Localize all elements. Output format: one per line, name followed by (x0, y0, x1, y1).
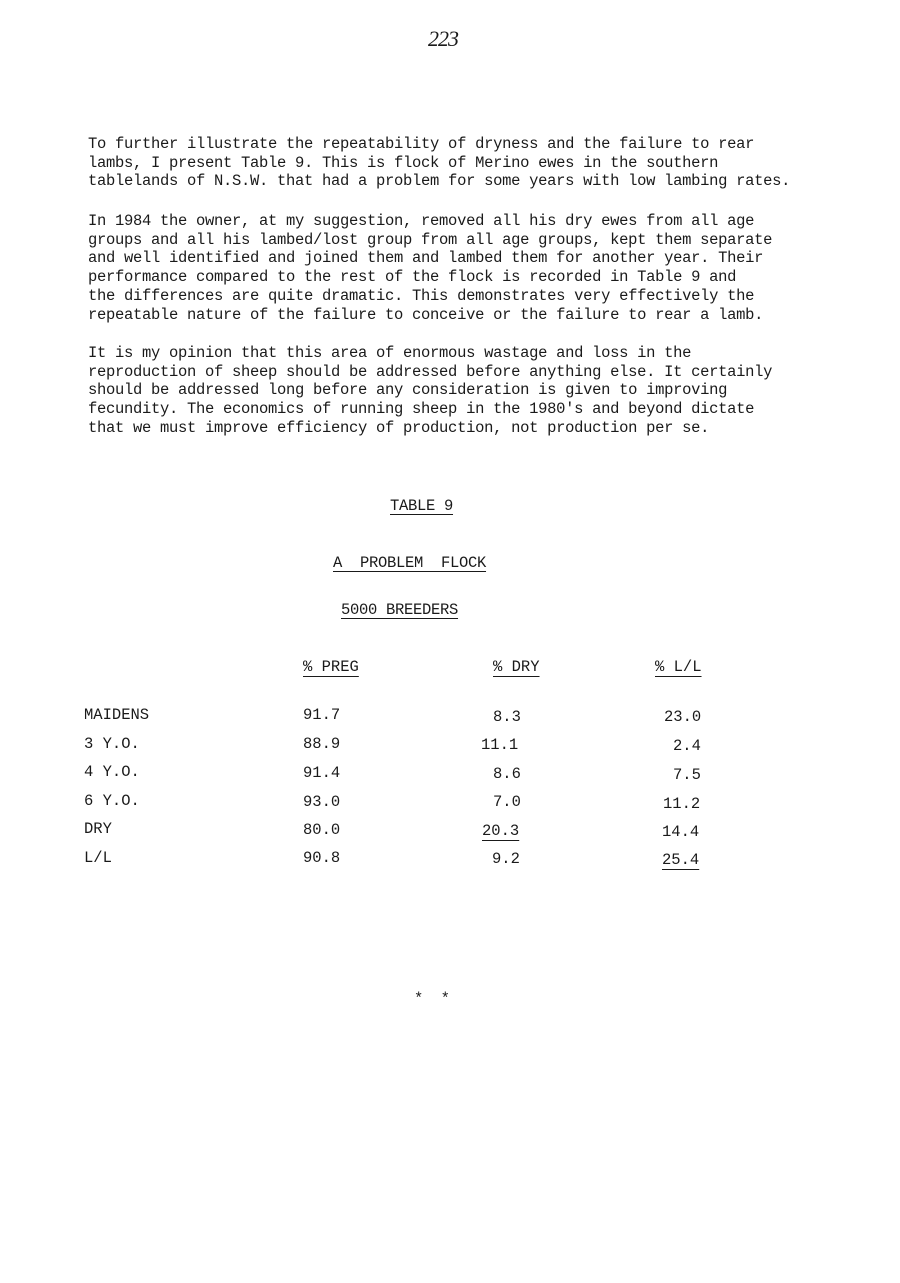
table-cell-ll: 11.2 (663, 795, 701, 813)
table-cell-ll: 23.0 (664, 708, 702, 726)
table-row-label: DRY (84, 820, 112, 838)
table-subtitle: A PROBLEM FLOCK (333, 554, 487, 572)
table-row-label: MAIDENS (84, 706, 150, 724)
table-cell-preg: 93.0 (303, 793, 341, 811)
column-header-ll: % L/L (655, 658, 702, 676)
table-row-label: 4 Y.O. (84, 763, 140, 781)
table-note: 5000 BREEDERS (341, 601, 459, 619)
table-cell-dry: 20.3 (482, 822, 520, 840)
table-cell-preg: 91.4 (303, 764, 341, 782)
page-number: 223 (428, 26, 458, 51)
table-cell-dry: 7.0 (493, 793, 521, 811)
column-header-dry: % DRY (493, 658, 540, 676)
table-cell-ll: 7.5 (673, 766, 701, 784)
table-cell-preg: 80.0 (303, 821, 341, 839)
table-row-label: 3 Y.O. (84, 735, 140, 753)
table-cell-dry: 8.3 (493, 708, 521, 726)
table-title: TABLE 9 (390, 497, 454, 515)
paragraph-3: It is my opinion that this area of enormous wastage and loss in the reproduction of sheep should be addressed before anything else. It certainly should be addressed long before any consideration is given to improving fecundity. The economics of running sheep in the 1980's and beyond dictate that we must improve efficiency of production, not production per se. (88, 344, 773, 437)
table-cell-preg: 90.8 (303, 849, 341, 867)
table-cell-preg: 91.7 (303, 706, 341, 724)
table-row-label: 6 Y.O. (84, 792, 140, 810)
table-cell-ll: 25.4 (662, 851, 700, 869)
table-cell-ll: 14.4 (662, 823, 700, 841)
column-header-preg: % PREG (303, 658, 359, 676)
table-cell-ll: 2.4 (673, 737, 701, 755)
table-cell-dry: 11.1 (481, 736, 519, 754)
paragraph-1: To further illustrate the repeatability of dryness and the failure to rear lambs, I present Table 9. This is flock of Merino ewes in the southern tablelands of N.S.W. that had a problem for some years with low lambing rates. (88, 135, 791, 191)
table-cell-dry: 9.2 (492, 850, 520, 868)
table-cell-dry: 8.6 (493, 765, 521, 783)
paragraph-2: In 1984 the owner, at my suggestion, removed all his dry ewes from all age groups and all his lambed/lost group from all age groups, kept them separate and well identified and joined them and lambed them for another year. Their performance compared to the rest of the flock is recorded in Table 9 and the differences are quite dramatic. This demonstrates very effectively the repeatable nature of the failure to conceive or the failure to rear a lamb. (88, 212, 773, 324)
table-cell-preg: 88.9 (303, 735, 341, 753)
table-row-label: L/L (84, 849, 112, 867)
end-mark: * * (414, 990, 454, 1008)
